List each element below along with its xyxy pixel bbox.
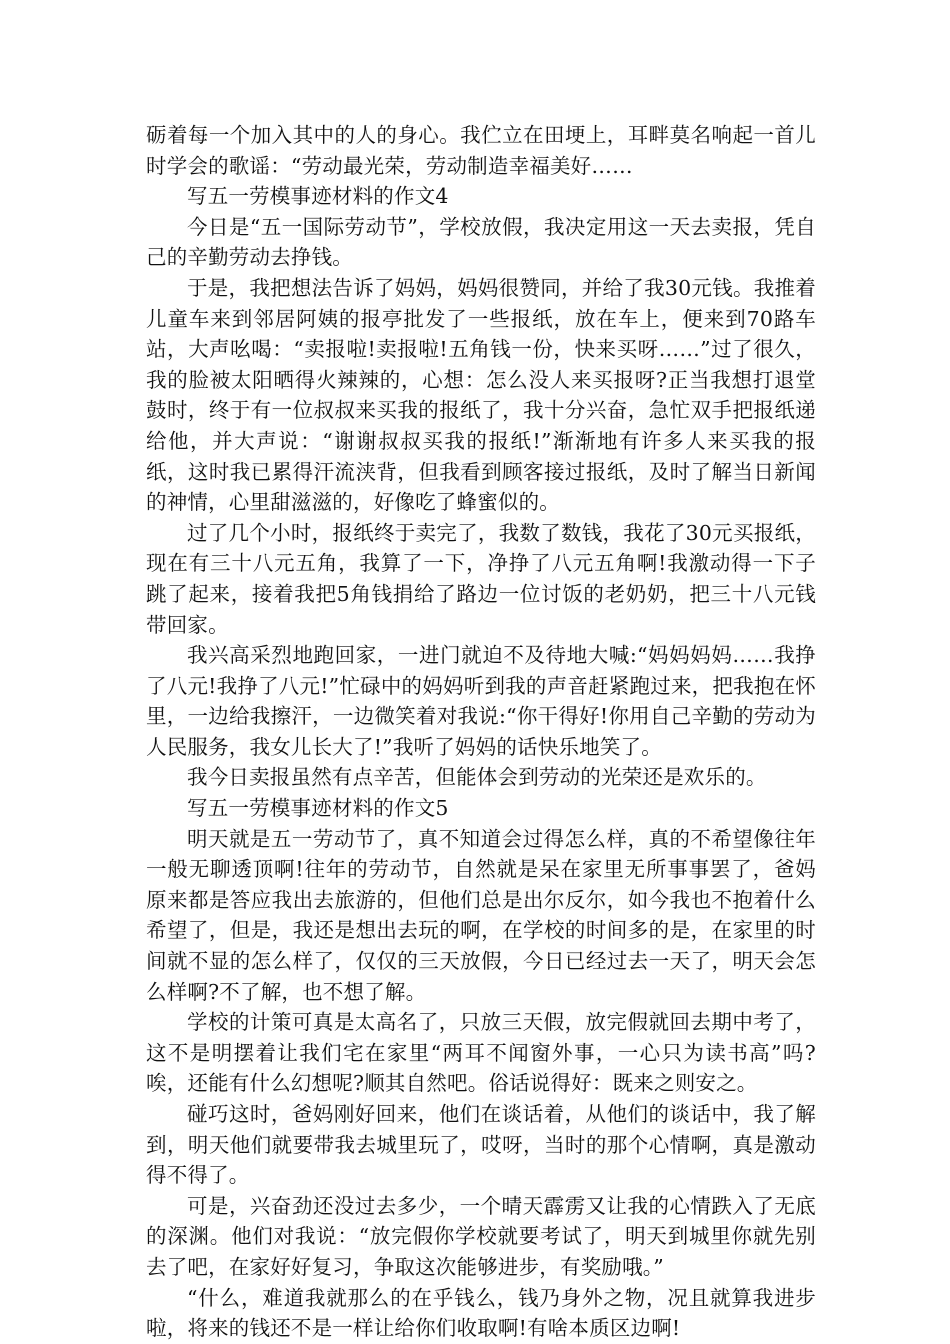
paragraph: 于是，我把想法告诉了妈妈，妈妈很赞同，并给了我30元钱。我推着儿童车来到邻居阿姨的报亭批发了一些报纸，放在车上，便来到70路车站，大声吆喝：“卖报啦!卖报啦!五角钱一份，快来买呀……”过了很久，我的脸被太阳晒得火辣辣的，心想：怎么没人来买报呀?正当我想打退堂鼓时，终于有一位叔叔来买我的报纸了，我十分兴奋，急忙双手把报纸递给他，并大声说：“谢谢叔叔买我的报纸!”渐渐地有许多人来买我的报纸，这时我已累得汗流浃背，但我看到顾客接过报纸，及时了解当日新闻的神情，心里甜滋滋的，好像吃了蜂蜜似的。 bbox=[146, 275, 816, 515]
section-heading: 写五一劳模事迹材料的作文4 bbox=[187, 184, 449, 209]
paragraph: 过了几个小时，报纸终于卖完了，我数了数钱，我花了30元买报纸，现在有三十八元五角，我算了一下，净挣了八元五角啊!我激动得一下子跳了起来，接着我把5角钱捐给了路边一位讨饭的老奶奶，把三十八元钱带回家。 bbox=[146, 520, 816, 637]
paragraph: “什么，难道我就那么的在乎钱么，钱乃身外之物，况且就算我进步啦，将来的钱还不是一样让给你们收取啊!有啥本质区边啊! bbox=[146, 1285, 816, 1341]
paragraph: 可是，兴奋劲还没过去多少，一个晴天霹雳又让我的心情跌入了无底的深渊。他们对我说：“放完假你学校就要考试了，明天到城里你就先别去了吧，在家好好复习，争取这次能够进步，有奖励哦。” bbox=[146, 1193, 816, 1279]
paragraph: 碰巧这时，爸妈刚好回来，他们在谈话着，从他们的谈话中，我了解到，明天他们就要带我去城里玩了，哎呀，当时的那个心情啊，真是激动得不得了。 bbox=[146, 1102, 816, 1188]
section-heading: 写五一劳模事迹材料的作文5 bbox=[187, 796, 449, 821]
paragraph: 学校的计策可真是太高名了，只放三天假，放完假就回去期中考了，这不是明摆着让我们宅在家里“两耳不闻窗外事，一心只为读书高”吗?唉，还能有什么幻想呢?顺其自然吧。俗话说得好：既来之则安之。 bbox=[146, 1010, 816, 1096]
paragraph: 明天就是五一劳动节了，真不知道会过得怎么样，真的不希望像往年一般无聊透顶啊!往年的劳动节，自然就是呆在家里无所事事罢了，爸妈原来都是答应我出去旅游的，但他们总是出尔反尔，如今我也不抱着什么希望了，但是，我还是想出去玩的啊，在学校的时间多的是，在家里的时间就不显的怎么样了，仅仅的三天放假，今日已经过去一天了，明天会怎么样啊?不了解，也不想了解。 bbox=[146, 826, 816, 1004]
document-body bbox=[146, 120, 816, 1344]
paragraph: 今日是“五一国际劳动节”，学校放假，我决定用这一天去卖报，凭自己的辛勤劳动去挣钱。 bbox=[146, 214, 816, 270]
paragraph: 我今日卖报虽然有点辛苦，但能体会到劳动的光荣还是欢乐的。 bbox=[187, 765, 767, 790]
paragraph: 砺着每一个加入其中的人的身心。我伫立在田埂上，耳畔莫名响起一首儿时学会的歌谣：“劳动最光荣，劳动制造幸福美好…… bbox=[146, 123, 816, 178]
paragraph: 我兴高采烈地跑回家，一进门就迫不及待地大喊:“妈妈妈妈……我挣了八元!我挣了八元!”忙碌中的妈妈听到我的声音赶紧跑过来，把我抱在怀里，一边给我擦汗，一边微笑着对我说:“你干得好!你用自己辛勤的劳动为人民服务，我女儿长大了!”我听了妈妈的话快乐地笑了。 bbox=[146, 643, 816, 759]
